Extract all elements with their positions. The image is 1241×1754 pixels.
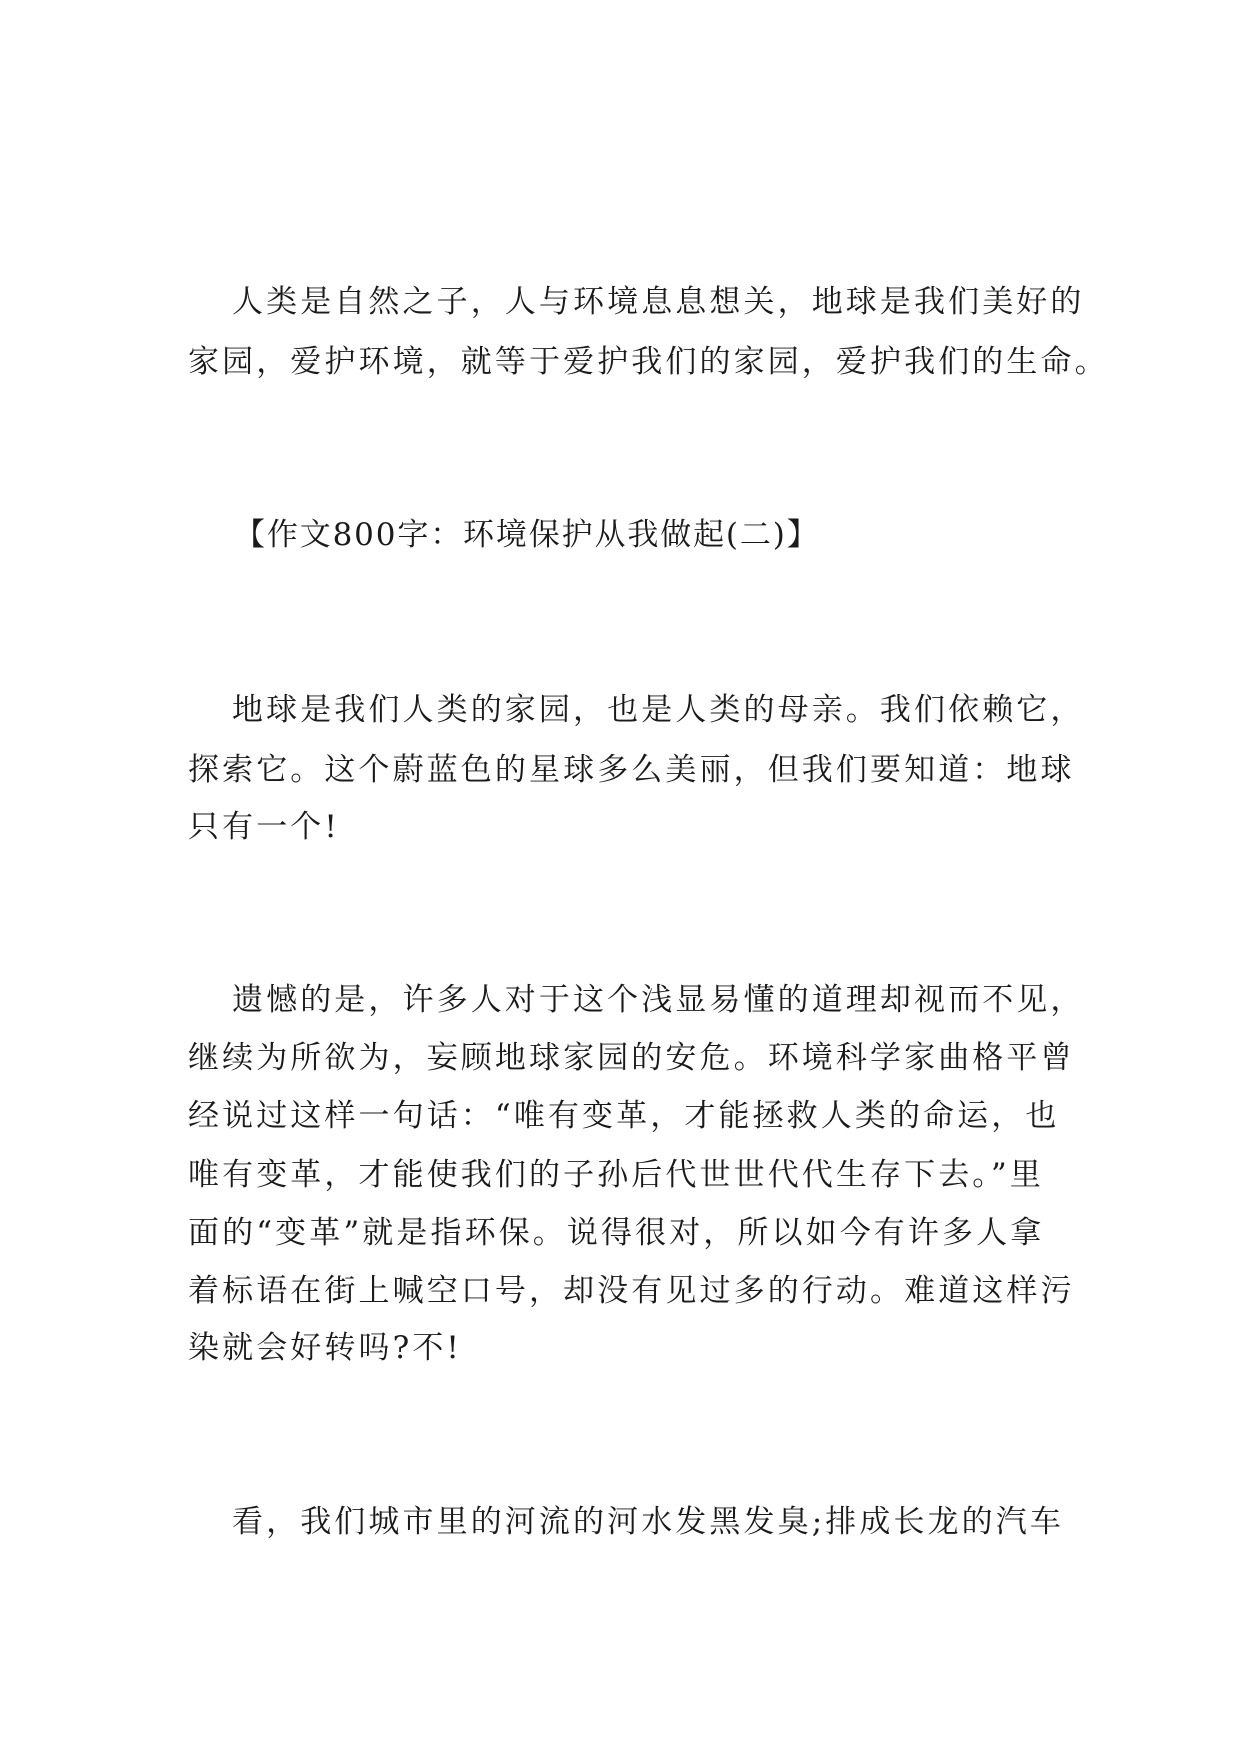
paragraph-2-line-2: 探索它。这个蔚蓝色的星球多么美丽，但我们要知道：地球 — [188, 752, 1075, 788]
paragraph-1-line-1: 人类是自然之子，人与环境息息想关，地球是我们美好的 — [232, 284, 1085, 320]
paragraph-2-line-1: 地球是我们人类的家园，也是人类的母亲。我们依赖它， — [232, 692, 1085, 728]
paragraph-3-line-7: 染就会好转吗?不! — [188, 1330, 462, 1366]
essay-heading: 【作文800字：环境保护从我做起(二)】 — [234, 517, 820, 553]
paragraph-3-line-2: 继续为所欲为，妄顾地球家园的安危。环境科学家曲格平曾 — [188, 1040, 1075, 1076]
paragraph-3-line-5: 面的“变革”就是指环保。说得很对，所以如今有许多人拿 — [188, 1215, 1045, 1251]
paragraph-3-line-6: 着标语在街上喊空口号，却没有见过多的行动。难道这样污 — [188, 1273, 1075, 1309]
paragraph-1-line-2: 家园，爱护环境，就等于爱护我们的家园，爱护我们的生命。 — [188, 344, 1109, 380]
paragraph-2-line-3: 只有一个! — [188, 809, 340, 845]
paragraph-3-line-1: 遗憾的是，许多人对于这个浅显易懂的道理却视而不见， — [232, 982, 1085, 1018]
paragraph-3-line-3: 经说过这样一句话：“唯有变革，才能拯救人类的命运，也 — [188, 1098, 1060, 1134]
paragraph-4-line-1: 看，我们城市里的河流的河水发黑发臭;排成长龙的汽车 — [232, 1504, 1064, 1540]
paragraph-3-line-4: 唯有变革，才能使我们的子孙后代世世代代生存下去。”里 — [188, 1157, 1044, 1193]
